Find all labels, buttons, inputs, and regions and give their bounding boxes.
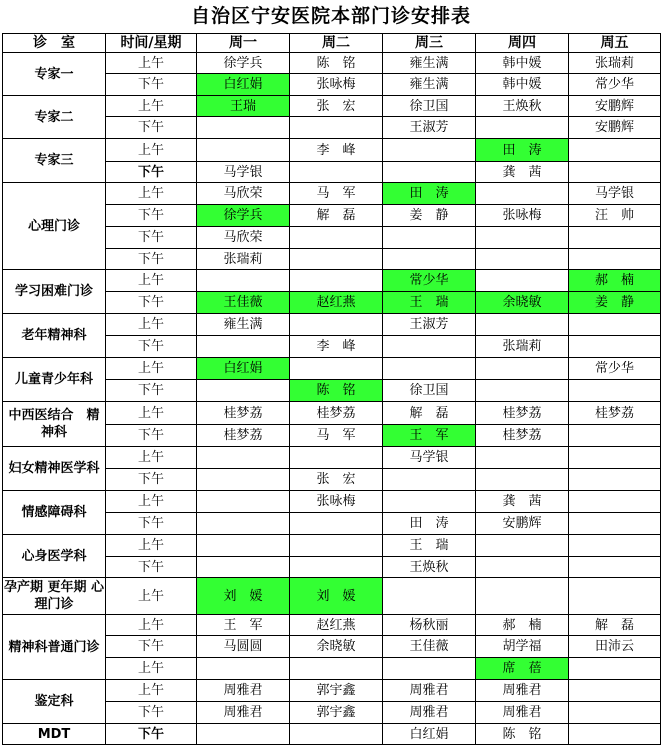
doctor-cell xyxy=(197,535,290,557)
doctor-cell xyxy=(197,513,290,535)
time-cell: 下午 xyxy=(106,74,197,96)
doctor-cell xyxy=(290,227,383,249)
doctor-cell xyxy=(197,491,290,513)
doctor-cell: 王佳薇 xyxy=(197,292,290,314)
doctor-cell: 余晓敏 xyxy=(476,292,569,314)
time-cell: 下午 xyxy=(106,469,197,491)
doctor-cell xyxy=(476,447,569,469)
doctor-cell: 席 蓓 xyxy=(476,658,569,680)
department-cell: 儿童青少年科 xyxy=(3,358,106,402)
header-day: 周四 xyxy=(476,34,569,53)
doctor-cell: 雍生满 xyxy=(383,53,476,74)
doctor-cell: 徐卫国 xyxy=(383,380,476,402)
doctor-cell: 白红娟 xyxy=(197,74,290,96)
doctor-cell: 马 军 xyxy=(290,425,383,447)
doctor-cell: 周雅君 xyxy=(197,702,290,724)
doctor-cell xyxy=(476,270,569,292)
doctor-cell: 陈 铭 xyxy=(476,724,569,745)
time-cell: 上午 xyxy=(106,535,197,557)
table-row xyxy=(3,615,661,636)
page-title: 自治区宁安医院本部门诊安排表 xyxy=(190,5,471,27)
department-cell: 孕产期 更年期 心理门诊 xyxy=(3,578,106,615)
time-cell: 上午 xyxy=(106,680,197,702)
doctor-cell: 安鹏辉 xyxy=(476,513,569,535)
doctor-cell xyxy=(383,139,476,162)
time-cell: 下午 xyxy=(106,205,197,227)
doctor-cell: 田 涛 xyxy=(383,513,476,535)
doctor-cell: 解 磊 xyxy=(569,615,661,636)
doctor-cell: 李 峰 xyxy=(290,139,383,162)
doctor-cell: 陈 铭 xyxy=(290,53,383,74)
doctor-cell xyxy=(197,336,290,358)
doctor-cell xyxy=(569,425,661,447)
doctor-cell xyxy=(383,162,476,183)
doctor-cell: 周雅君 xyxy=(383,702,476,724)
table-row xyxy=(3,314,661,336)
doctor-cell xyxy=(569,724,661,745)
department-cell: 老年精神科 xyxy=(3,314,106,358)
table-row xyxy=(3,183,661,205)
doctor-cell: 王淑芳 xyxy=(383,117,476,139)
doctor-cell xyxy=(197,270,290,292)
doctor-cell xyxy=(569,249,661,270)
doctor-cell: 陈 铭 xyxy=(290,380,383,402)
department-cell: 中西医结合 精神科 xyxy=(3,402,106,447)
doctor-cell: 余晓敏 xyxy=(290,636,383,658)
table-row xyxy=(3,358,661,380)
doctor-cell: 张咏梅 xyxy=(290,74,383,96)
doctor-cell xyxy=(569,557,661,578)
time-cell: 下午 xyxy=(106,227,197,249)
time-cell: 上午 xyxy=(106,447,197,469)
department-cell: MDT xyxy=(3,724,106,745)
time-cell: 上午 xyxy=(106,139,197,162)
doctor-cell xyxy=(569,702,661,724)
doctor-cell xyxy=(197,117,290,139)
doctor-cell: 王 瑞 xyxy=(383,292,476,314)
doctor-cell xyxy=(197,469,290,491)
doctor-cell: 周雅君 xyxy=(476,702,569,724)
doctor-cell: 李 峰 xyxy=(290,336,383,358)
doctor-cell: 常少华 xyxy=(383,270,476,292)
time-cell: 上午 xyxy=(106,314,197,336)
doctor-cell: 郝 楠 xyxy=(569,270,661,292)
header-day: 周三 xyxy=(383,34,476,53)
doctor-cell xyxy=(197,447,290,469)
department-cell: 学习困难门诊 xyxy=(3,270,106,314)
doctor-cell: 徐学兵 xyxy=(197,205,290,227)
doctor-cell xyxy=(290,162,383,183)
doctor-cell xyxy=(476,380,569,402)
doctor-cell: 马欣荣 xyxy=(197,183,290,205)
doctor-cell xyxy=(290,270,383,292)
doctor-cell: 赵红燕 xyxy=(290,615,383,636)
doctor-cell: 雍生满 xyxy=(383,74,476,96)
header-day: 周一 xyxy=(197,34,290,53)
doctor-cell: 胡学福 xyxy=(476,636,569,658)
doctor-cell xyxy=(569,227,661,249)
doctor-cell: 姜 静 xyxy=(569,292,661,314)
doctor-cell xyxy=(476,535,569,557)
doctor-cell: 王淑芳 xyxy=(383,314,476,336)
doctor-cell: 马学银 xyxy=(383,447,476,469)
time-cell: 上午 xyxy=(106,402,197,425)
time-cell: 下午 xyxy=(106,425,197,447)
doctor-cell: 郝 楠 xyxy=(476,615,569,636)
doctor-cell: 桂梦荔 xyxy=(197,402,290,425)
time-cell: 上午 xyxy=(106,578,197,615)
doctor-cell: 马学银 xyxy=(197,162,290,183)
department-cell: 情感障碍科 xyxy=(3,491,106,535)
table-row xyxy=(3,402,661,425)
doctor-cell xyxy=(383,249,476,270)
time-cell: 上午 xyxy=(106,658,197,680)
doctor-cell: 徐学兵 xyxy=(197,53,290,74)
table-row xyxy=(3,680,661,702)
doctor-cell: 王焕秋 xyxy=(476,96,569,117)
doctor-cell xyxy=(290,249,383,270)
doctor-cell xyxy=(290,658,383,680)
doctor-cell: 白红娟 xyxy=(383,724,476,745)
doctor-cell xyxy=(383,358,476,380)
doctor-cell: 桂梦荔 xyxy=(197,425,290,447)
doctor-cell: 王瑞 xyxy=(197,96,290,117)
doctor-cell xyxy=(197,139,290,162)
doctor-cell xyxy=(290,535,383,557)
doctor-cell: 桂梦荔 xyxy=(290,402,383,425)
table-row xyxy=(3,578,661,615)
doctor-cell: 徐卫国 xyxy=(383,96,476,117)
doctor-cell xyxy=(197,380,290,402)
table-row xyxy=(3,139,661,162)
doctor-cell: 周雅君 xyxy=(197,680,290,702)
doctor-cell: 张咏梅 xyxy=(476,205,569,227)
doctor-cell xyxy=(476,469,569,491)
doctor-cell xyxy=(476,227,569,249)
table-row xyxy=(3,491,661,513)
department-cell: 心身医学科 xyxy=(3,535,106,578)
table-row xyxy=(3,270,661,292)
time-cell: 下午 xyxy=(106,162,197,183)
doctor-cell xyxy=(197,557,290,578)
doctor-cell xyxy=(569,314,661,336)
time-cell: 上午 xyxy=(106,96,197,117)
doctor-cell: 田 涛 xyxy=(476,139,569,162)
doctor-cell xyxy=(476,578,569,615)
doctor-cell: 郭宇鑫 xyxy=(290,702,383,724)
header-row xyxy=(3,34,661,53)
department-cell: 鉴定科 xyxy=(3,680,106,724)
department-cell: 专家二 xyxy=(3,96,106,139)
doctor-cell xyxy=(476,358,569,380)
doctor-cell: 周雅君 xyxy=(383,680,476,702)
doctor-cell: 张瑞莉 xyxy=(476,336,569,358)
doctor-cell xyxy=(569,336,661,358)
doctor-cell: 白红娟 xyxy=(197,358,290,380)
doctor-cell xyxy=(383,469,476,491)
doctor-cell xyxy=(197,658,290,680)
time-cell: 下午 xyxy=(106,292,197,314)
doctor-cell: 刘 媛 xyxy=(197,578,290,615)
doctor-cell xyxy=(569,491,661,513)
doctor-cell: 张瑞莉 xyxy=(197,249,290,270)
table-row xyxy=(3,724,661,745)
doctor-cell xyxy=(476,249,569,270)
doctor-cell: 桂梦荔 xyxy=(569,402,661,425)
doctor-cell: 张 宏 xyxy=(290,469,383,491)
doctor-cell xyxy=(476,183,569,205)
doctor-cell: 赵红燕 xyxy=(290,292,383,314)
doctor-cell: 马学银 xyxy=(569,183,661,205)
doctor-cell: 常少华 xyxy=(569,358,661,380)
header-room: 诊 室 xyxy=(3,34,106,53)
doctor-cell: 姜 静 xyxy=(383,205,476,227)
doctor-cell xyxy=(569,578,661,615)
doctor-cell xyxy=(290,557,383,578)
time-cell: 上午 xyxy=(106,183,197,205)
time-cell: 下午 xyxy=(106,724,197,745)
doctor-cell xyxy=(197,724,290,745)
doctor-cell xyxy=(569,513,661,535)
doctor-cell: 解 磊 xyxy=(383,402,476,425)
doctor-cell: 王 军 xyxy=(197,615,290,636)
department-cell: 妇女精神医学科 xyxy=(3,447,106,491)
doctor-cell: 安鹏辉 xyxy=(569,96,661,117)
time-cell: 下午 xyxy=(106,249,197,270)
table-row xyxy=(3,535,661,557)
doctor-cell xyxy=(290,314,383,336)
doctor-cell: 王焕秋 xyxy=(383,557,476,578)
doctor-cell xyxy=(476,557,569,578)
doctor-cell xyxy=(569,658,661,680)
doctor-cell: 田 涛 xyxy=(383,183,476,205)
doctor-cell: 龚 茜 xyxy=(476,491,569,513)
time-cell: 下午 xyxy=(106,117,197,139)
header-time: 时间/星期 xyxy=(106,34,197,53)
department-cell: 心理门诊 xyxy=(3,183,106,270)
time-cell: 上午 xyxy=(106,53,197,74)
doctor-cell: 张咏梅 xyxy=(290,491,383,513)
doctor-cell: 常少华 xyxy=(569,74,661,96)
doctor-cell: 安鹏辉 xyxy=(569,117,661,139)
doctor-cell: 杨秋丽 xyxy=(383,615,476,636)
doctor-cell xyxy=(290,358,383,380)
department-cell: 精神科普通门诊 xyxy=(3,615,106,680)
table-row xyxy=(3,53,661,74)
doctor-cell: 桂梦荔 xyxy=(476,402,569,425)
doctor-cell: 龚 茜 xyxy=(476,162,569,183)
doctor-cell: 汪 帅 xyxy=(569,205,661,227)
time-cell: 上午 xyxy=(106,270,197,292)
doctor-cell xyxy=(569,680,661,702)
doctor-cell: 张 宏 xyxy=(290,96,383,117)
doctor-cell xyxy=(383,658,476,680)
time-cell: 下午 xyxy=(106,513,197,535)
header-day: 周二 xyxy=(290,34,383,53)
department-cell: 专家三 xyxy=(3,139,106,183)
doctor-cell: 马欣荣 xyxy=(197,227,290,249)
time-cell: 下午 xyxy=(106,336,197,358)
doctor-cell xyxy=(290,724,383,745)
time-cell: 上午 xyxy=(106,358,197,380)
doctor-cell xyxy=(383,336,476,358)
doctor-cell: 桂梦荔 xyxy=(476,425,569,447)
doctor-cell xyxy=(569,469,661,491)
doctor-cell xyxy=(569,380,661,402)
header-day: 周五 xyxy=(569,34,661,53)
department-cell: 专家一 xyxy=(3,53,106,96)
doctor-cell: 王佳薇 xyxy=(383,636,476,658)
doctor-cell xyxy=(383,578,476,615)
doctor-cell: 韩中媛 xyxy=(476,53,569,74)
doctor-cell xyxy=(569,139,661,162)
time-cell: 下午 xyxy=(106,557,197,578)
doctor-cell xyxy=(290,117,383,139)
time-cell: 上午 xyxy=(106,491,197,513)
time-cell: 下午 xyxy=(106,702,197,724)
doctor-cell xyxy=(569,162,661,183)
doctor-cell xyxy=(383,491,476,513)
doctor-cell: 解 磊 xyxy=(290,205,383,227)
time-cell: 下午 xyxy=(106,636,197,658)
doctor-cell xyxy=(569,535,661,557)
doctor-cell xyxy=(476,117,569,139)
doctor-cell xyxy=(290,447,383,469)
doctor-cell: 马圆圆 xyxy=(197,636,290,658)
table-row xyxy=(3,96,661,117)
doctor-cell xyxy=(476,314,569,336)
schedule-table xyxy=(2,33,661,745)
table-row xyxy=(3,447,661,469)
doctor-cell xyxy=(569,447,661,469)
time-cell: 下午 xyxy=(106,380,197,402)
doctor-cell: 郭宇鑫 xyxy=(290,680,383,702)
doctor-cell: 雍生满 xyxy=(197,314,290,336)
doctor-cell: 周雅君 xyxy=(476,680,569,702)
doctor-cell: 韩中媛 xyxy=(476,74,569,96)
doctor-cell: 王 军 xyxy=(383,425,476,447)
doctor-cell xyxy=(290,513,383,535)
doctor-cell: 刘 媛 xyxy=(290,578,383,615)
doctor-cell: 马 军 xyxy=(290,183,383,205)
doctor-cell: 张瑞莉 xyxy=(569,53,661,74)
doctor-cell xyxy=(383,227,476,249)
doctor-cell: 田沛云 xyxy=(569,636,661,658)
time-cell: 上午 xyxy=(106,615,197,636)
doctor-cell: 王 瑞 xyxy=(383,535,476,557)
